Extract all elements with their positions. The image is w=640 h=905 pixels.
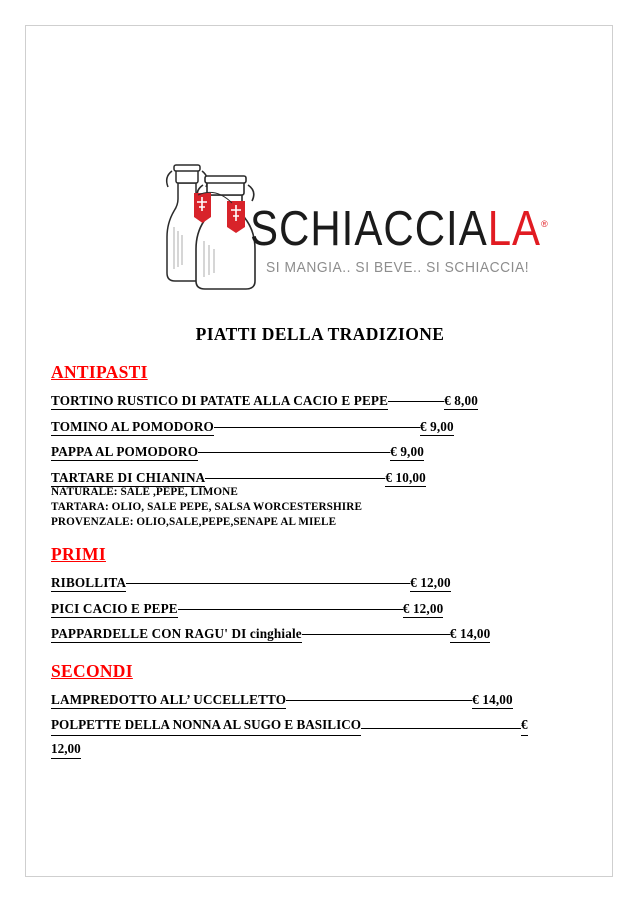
page-title: PIATTI DELLA TRADIZIONE	[195, 324, 445, 344]
logo-tagline: SI MANGIA.. SI BEVE.. SI SCHIACCIA!	[266, 259, 530, 276]
section-heading-antipasti: ANTIPASTI	[51, 362, 148, 382]
red-tag-right	[227, 201, 245, 233]
menu-item-price: € 14,00	[472, 691, 513, 707]
logo-wordmark	[250, 200, 548, 257]
menu-item-name: TORTINO RUSTICO DI PATATE ALLA CACIO E PEPE	[51, 393, 389, 408]
menu-item	[51, 470, 598, 487]
menu-item-name: PICI CACIO E PEPE	[51, 600, 178, 616]
menu-page	[25, 25, 613, 877]
section-heading-primi: PRIMI	[51, 544, 106, 565]
menu-item-description: PROVENZALE: OLIO,SALE,PEPE,SENAPE AL MIELE	[51, 515, 337, 528]
section-heading-secondi: SECONDI	[51, 660, 133, 681]
menu-item-price-amount: 12,00	[51, 741, 81, 760]
menu-item-descriptions	[51, 485, 598, 529]
menu-item	[51, 444, 598, 461]
menu-item	[51, 419, 598, 436]
menu-item-name: TARTARE DI CHIANINA	[51, 469, 206, 485]
logo-wordmark-black: SCHIACCIA	[250, 200, 488, 256]
menu-item-price: € 12,00	[410, 575, 451, 591]
menu-item-price: € 8,00	[444, 393, 478, 408]
menu-item-price-symbol: €	[521, 717, 528, 736]
menu-item	[51, 393, 598, 410]
registered-mark-icon: ®	[541, 218, 548, 229]
menu-item-price: € 14,00	[449, 626, 491, 642]
menu-item-name: PAPPA AL POMODORO	[51, 444, 199, 459]
menu-item-name: LAMPREDOTTO ALL’ UCCELLETTO	[51, 691, 287, 707]
menu-item-price: € 10,00	[385, 469, 426, 485]
menu-item-description: TARTARA: OLIO, SALE PEPE, SALSA WORCESTERSHIRE	[51, 500, 363, 513]
brand-logo	[26, 161, 612, 301]
menu-content	[42, 324, 598, 765]
menu-item-price: € 9,00	[419, 418, 454, 434]
menu-item	[51, 692, 598, 709]
menu-item	[51, 626, 598, 643]
menu-item-name: RIBOLLITA	[51, 575, 127, 591]
menu-item-name: POLPETTE DELLA NONNA AL SUGO E BASILICO	[51, 717, 361, 736]
menu-item	[51, 601, 598, 618]
menu-item-description: NATURALE: SALE ,PEPE, LIMONE	[51, 486, 238, 498]
menu-item	[51, 575, 598, 592]
red-tag-left	[194, 193, 211, 223]
logo-wordmark-red: LA	[487, 200, 542, 256]
menu-item-price: € 9,00	[390, 444, 424, 459]
menu-item-name: PAPPARDELLE CON RAGU' DI cinghiale	[51, 626, 302, 642]
menu-item-name: TOMINO AL POMODORO	[51, 418, 214, 434]
menu-item	[51, 717, 598, 759]
menu-item-price: € 12,00	[402, 600, 444, 616]
